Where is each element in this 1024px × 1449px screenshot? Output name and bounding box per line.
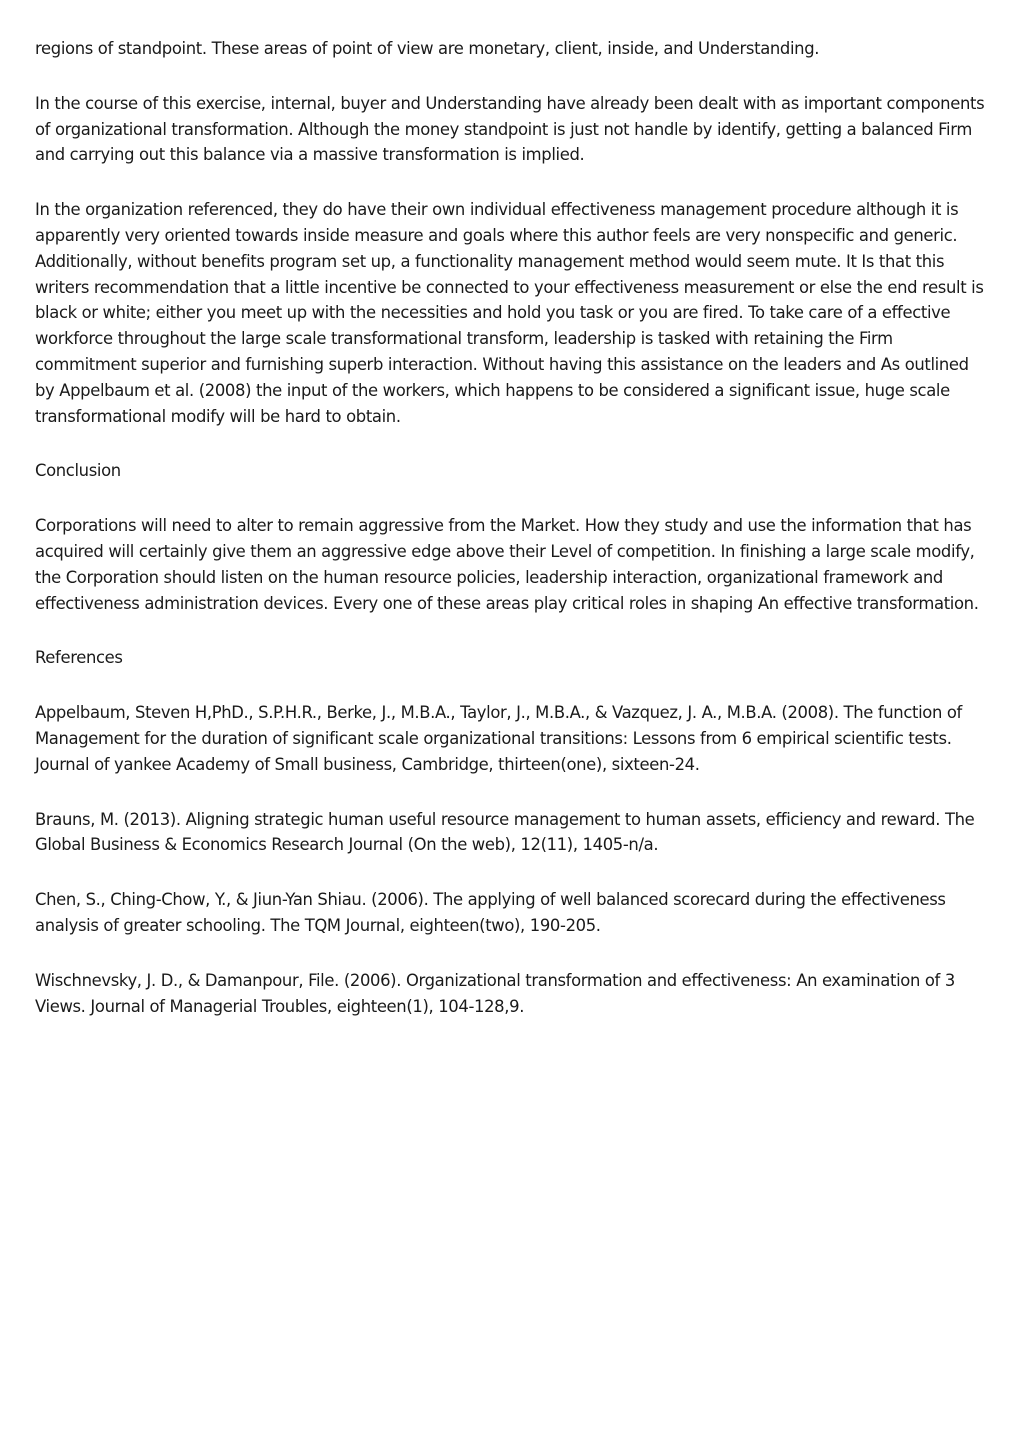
heading-conclusion: Conclusion [35, 461, 121, 481]
reference-wischnevsky: Wischnevsky, J. D., & Damanpour, File. (2006). Organizational transformation and effectiveness: An examination of 3 Views. Journal of Managerial Troubles, eighteen(1), 104-128,9. [35, 970, 955, 1016]
reference-chen: Chen, S., Ching-Chow, Y., & Jiun-Yan Shiau. (2006). The applying of well balanced scorecard during the effectiveness analysis of greater schooling. The TQM Journal, eighteen(two), 190-205. [35, 890, 946, 935]
paragraph-effectiveness-management: In the organization referenced, they do have their own individual effectiveness management procedure although it is apparently very oriented towards inside measure and goals where this author feels are very nonspecific and generic. Additionally, without benefits program set up, a functionality management method would seem mute. It Is that this writers recommendation that a little incentive be connected to your effectiveness measurement or else the end result is black or white; either you meet up with the necessities and hold you task or you are fired. To take care of a effective workforce throughout the large scale transformational transform, leadership is tasked with retaining the Firm commitment superior and furnishing superb interaction. Without having this assistance on the leaders and As outlined by Appelbaum et al. (2008) the input of the workers, which happens to be considered a significant issue, huge scale transformational modify will be hard to obtain. [35, 200, 984, 426]
heading-references: References [35, 648, 123, 668]
document-page [35, 36, 991, 1048]
reference-brauns: Brauns, M. (2013). Aligning strategic human useful resource management to human assets, efficiency and reward. The Global Business & Economics Research Journal (On the web), 12(11), 1405-n/a. [35, 809, 975, 855]
paragraph-conclusion: Corporations will need to alter to remain aggressive from the Market. How they study and use the information that has acquired will certainly give them an aggressive edge above their Level of competition. In finishing a large scale modify, the Corporation should listen on the human resource policies, leadership interaction, organizational framework and effectiveness administration devices. Every one of these areas play critical roles in shaping An effective transformation. [35, 516, 979, 613]
paragraph-standpoint-regions: regions of standpoint. These areas of point of view are monetary, client, inside, and Understanding. [35, 39, 820, 58]
paragraph-components: In the course of this exercise, internal, buyer and Understanding have already been dealt with as important components of organizational transformation. Although the money standpoint is just not handle by identify, getting a balanced Firm and carrying out this balance via a massive transformation is implied. [35, 93, 985, 165]
reference-appelbaum: Appelbaum, Steven H,PhD., S.P.H.R., Berke, J., M.B.A., Taylor, J., M.B.A., & Vazquez, J. A., M.B.A. (2008). The function of Management for the duration of significant scale organizational transitions: Lessons from 6 empirical scientific tests. Journal of yankee Academy of Small business, Cambridge, thirteen(one), sixteen-24. [35, 703, 962, 774]
